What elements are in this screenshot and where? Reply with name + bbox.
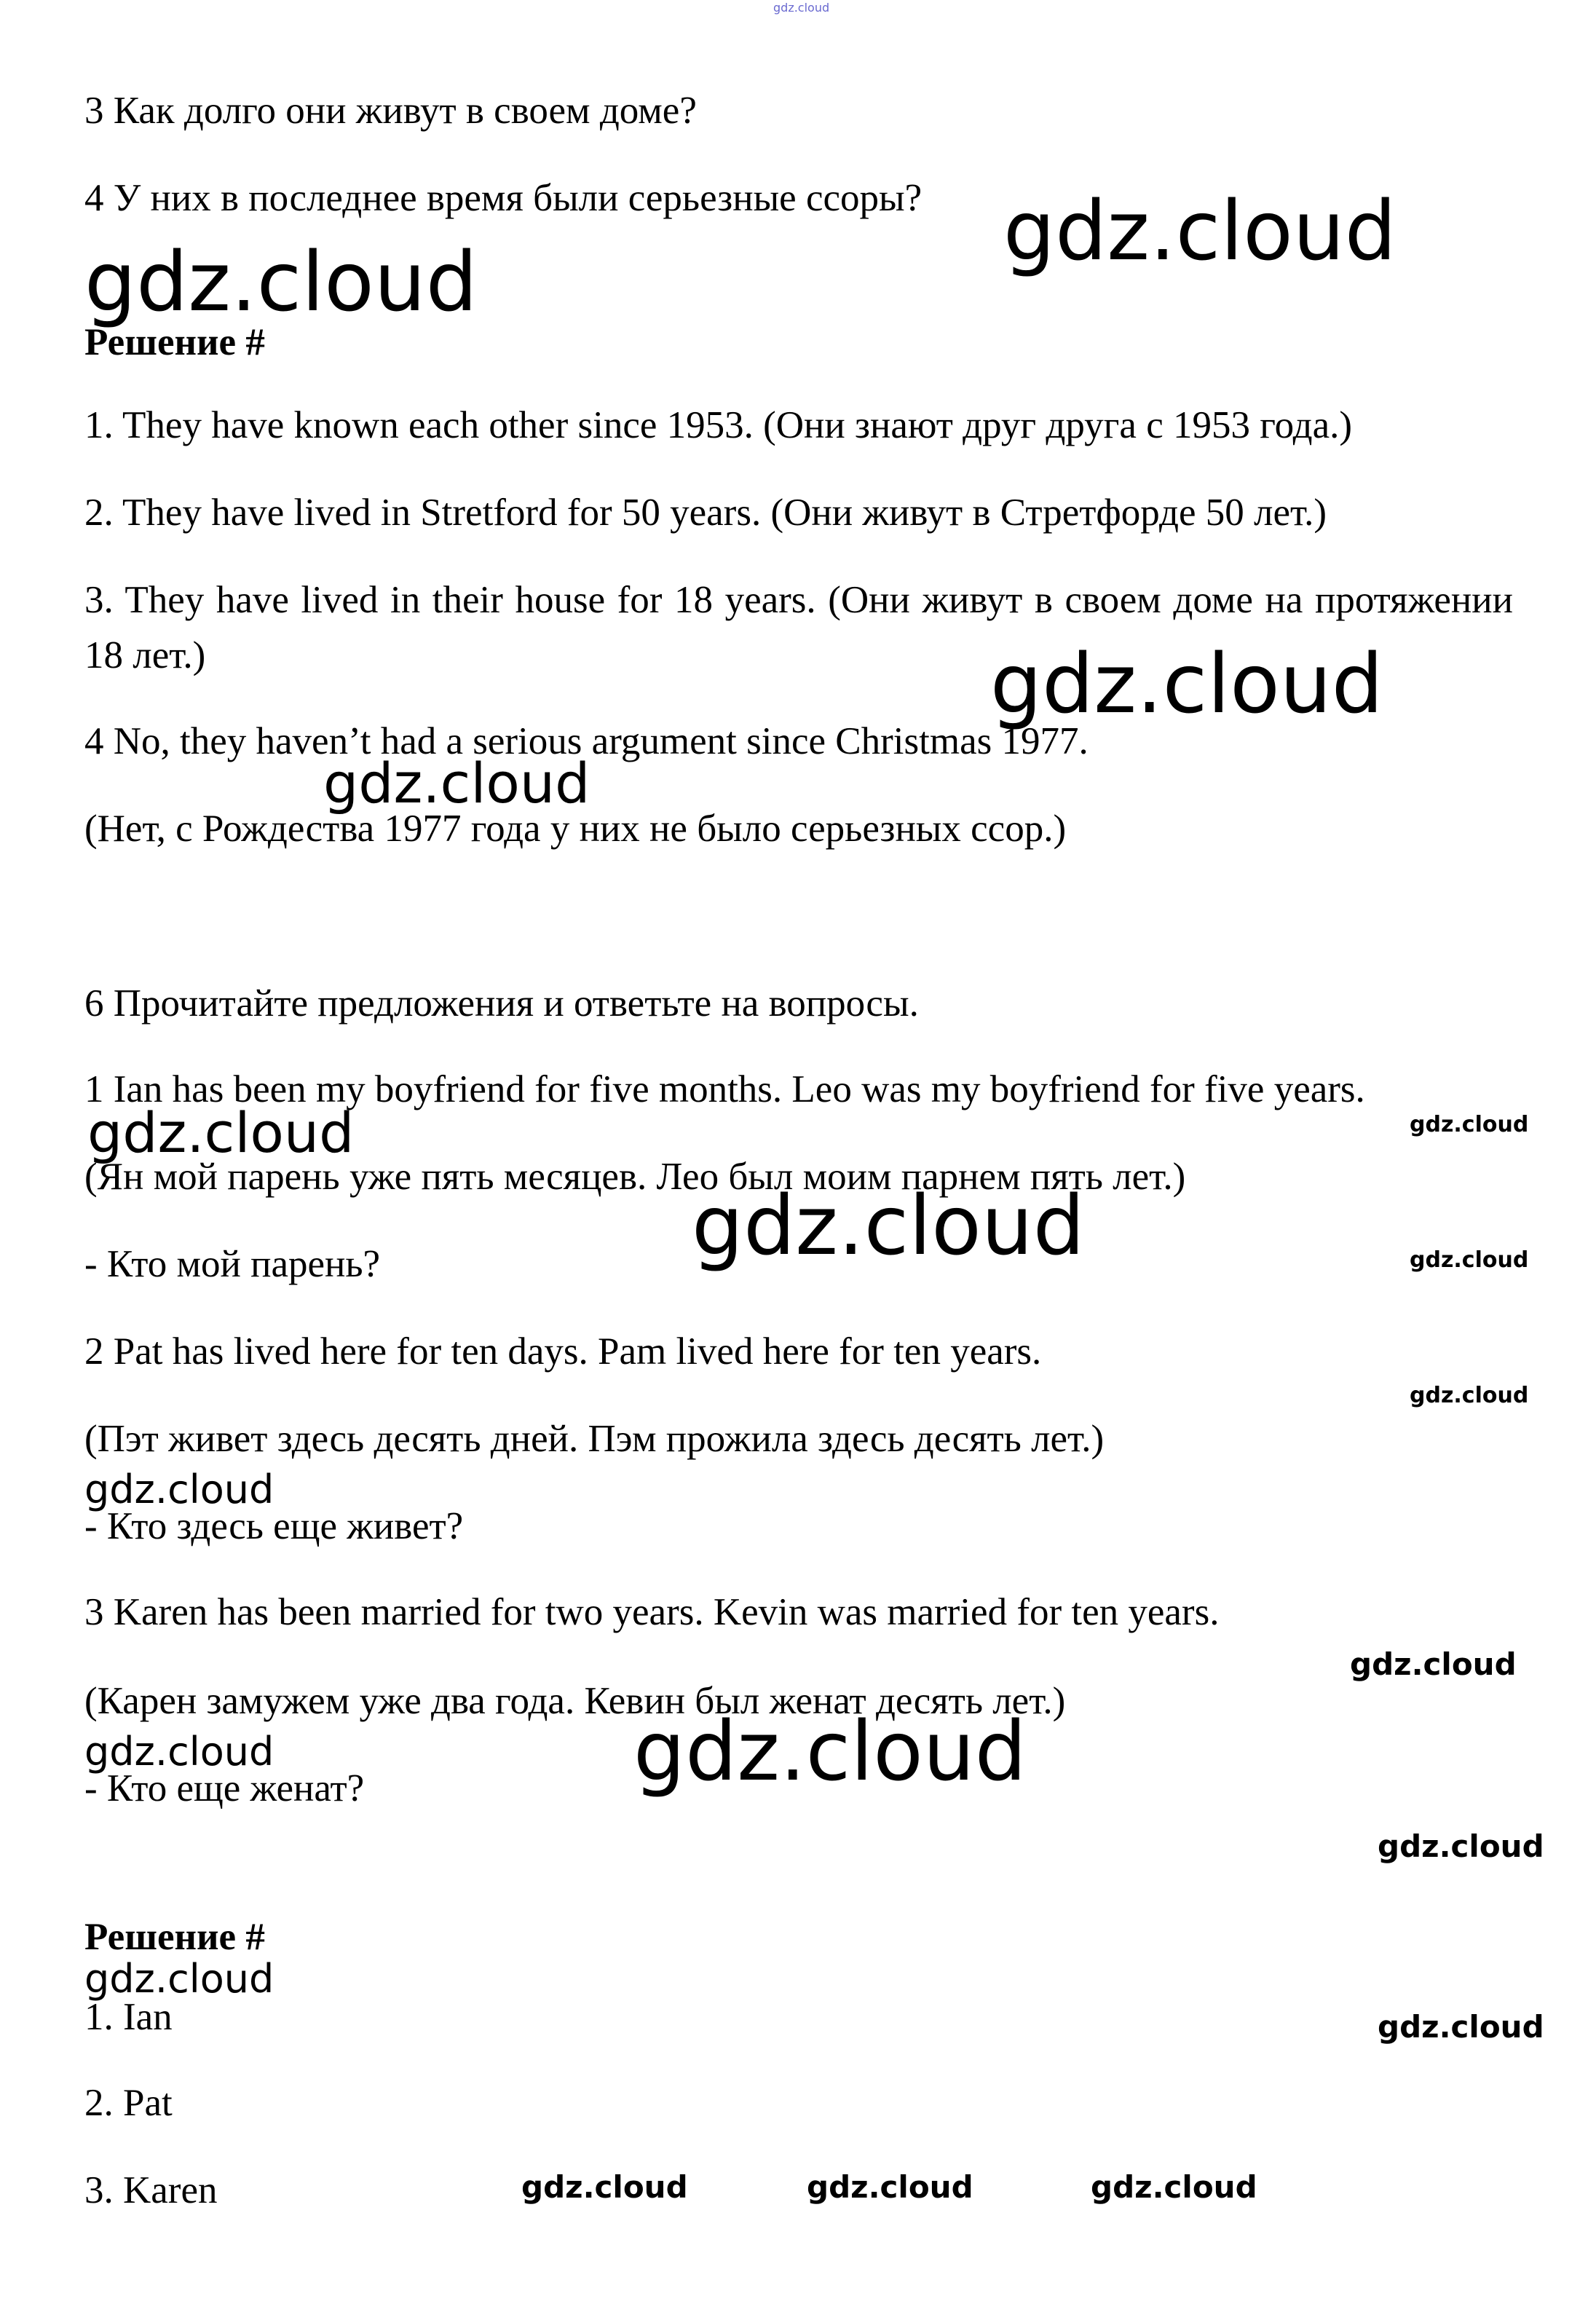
watermark: gdz.cloud: [633, 1705, 1027, 1799]
watermark: gdz.cloud: [1410, 1112, 1529, 1137]
watermark: gdz.cloud: [84, 1956, 274, 2002]
header-watermark: gdz.cloud: [773, 1, 830, 15]
item-2-sentence: 2 Pat has lived here for ten days. Pam lived here for ten years.: [84, 1330, 1042, 1373]
watermark: gdz.cloud: [87, 1100, 355, 1165]
solution-answer-2: 2. Pat: [84, 2082, 173, 2124]
item-3-translation: (Карен замужем уже два года. Кевин был женат десять лет.): [84, 1680, 1066, 1722]
solution-answer-1: 1. Ian: [84, 1996, 173, 2038]
watermark: gdz.cloud: [1091, 2169, 1257, 2205]
question-3: 3 Как долго они живут в своем доме?: [84, 90, 697, 132]
item-3-sentence: 3 Karen has been married for two years. Kevin was married for ten years.: [84, 1591, 1220, 1633]
task-6-heading: 6 Прочитайте предложения и ответьте на вопросы.: [84, 982, 919, 1025]
answer-2: 2. They have lived in Stretford for 50 years. (Они живут в Стретфорде 50 лет.): [84, 492, 1327, 534]
item-2-question: - Кто здесь еще живет?: [84, 1505, 464, 1547]
answer-4-translation: (Нет, с Рождества 1977 года у них не было серьезных ссор.): [84, 808, 1067, 850]
answer-1: 1. They have known each other since 1953. (Они знают друг друга с 1953 года.): [84, 404, 1353, 446]
question-4: 4 У них в последнее время были серьезные ссоры?: [84, 177, 923, 219]
watermark: gdz.cloud: [84, 235, 478, 330]
watermark: gdz.cloud: [84, 1467, 274, 1512]
solution-heading: Решение #: [84, 1916, 265, 1958]
watermark: gdz.cloud: [807, 2169, 973, 2205]
watermark: gdz.cloud: [692, 1179, 1085, 1274]
answer-3: 3. They have lived in their house for 18 years. (Они живут в своем доме на протяжении 18 лет.): [84, 579, 1513, 676]
watermark: gdz.cloud: [521, 2169, 688, 2205]
watermark: gdz.cloud: [1003, 184, 1396, 279]
watermark: gdz.cloud: [84, 1729, 274, 1775]
item-3-question: - Кто еще женат?: [84, 1767, 365, 1809]
item-1-sentence: 1 Ian has been my boyfriend for five months. Leo was my boyfriend for five years.: [84, 1068, 1365, 1110]
watermark: gdz.cloud: [1378, 1828, 1544, 1864]
solution-heading: Решение #: [84, 321, 265, 363]
watermark: gdz.cloud: [1410, 1383, 1529, 1408]
watermark: gdz.cloud: [1350, 1646, 1517, 1682]
solution-answer-3: 3. Karen: [84, 2169, 218, 2211]
watermark: gdz.cloud: [323, 751, 590, 816]
item-2-translation: (Пэт живет здесь десять дней. Пэм прожила здесь десять лет.): [84, 1418, 1105, 1460]
answer-4: 4 No, they haven’t had a serious argument since Christmas 1977.: [84, 720, 1089, 762]
watermark: gdz.cloud: [990, 637, 1383, 732]
item-1-translation: (Ян мой парень уже пять месяцев. Лео был моим парнем пять лет.): [84, 1156, 1186, 1198]
watermark: gdz.cloud: [1378, 2009, 1544, 2045]
watermark: gdz.cloud: [1410, 1247, 1529, 1273]
item-1-question: - Кто мой парень?: [84, 1243, 381, 1285]
